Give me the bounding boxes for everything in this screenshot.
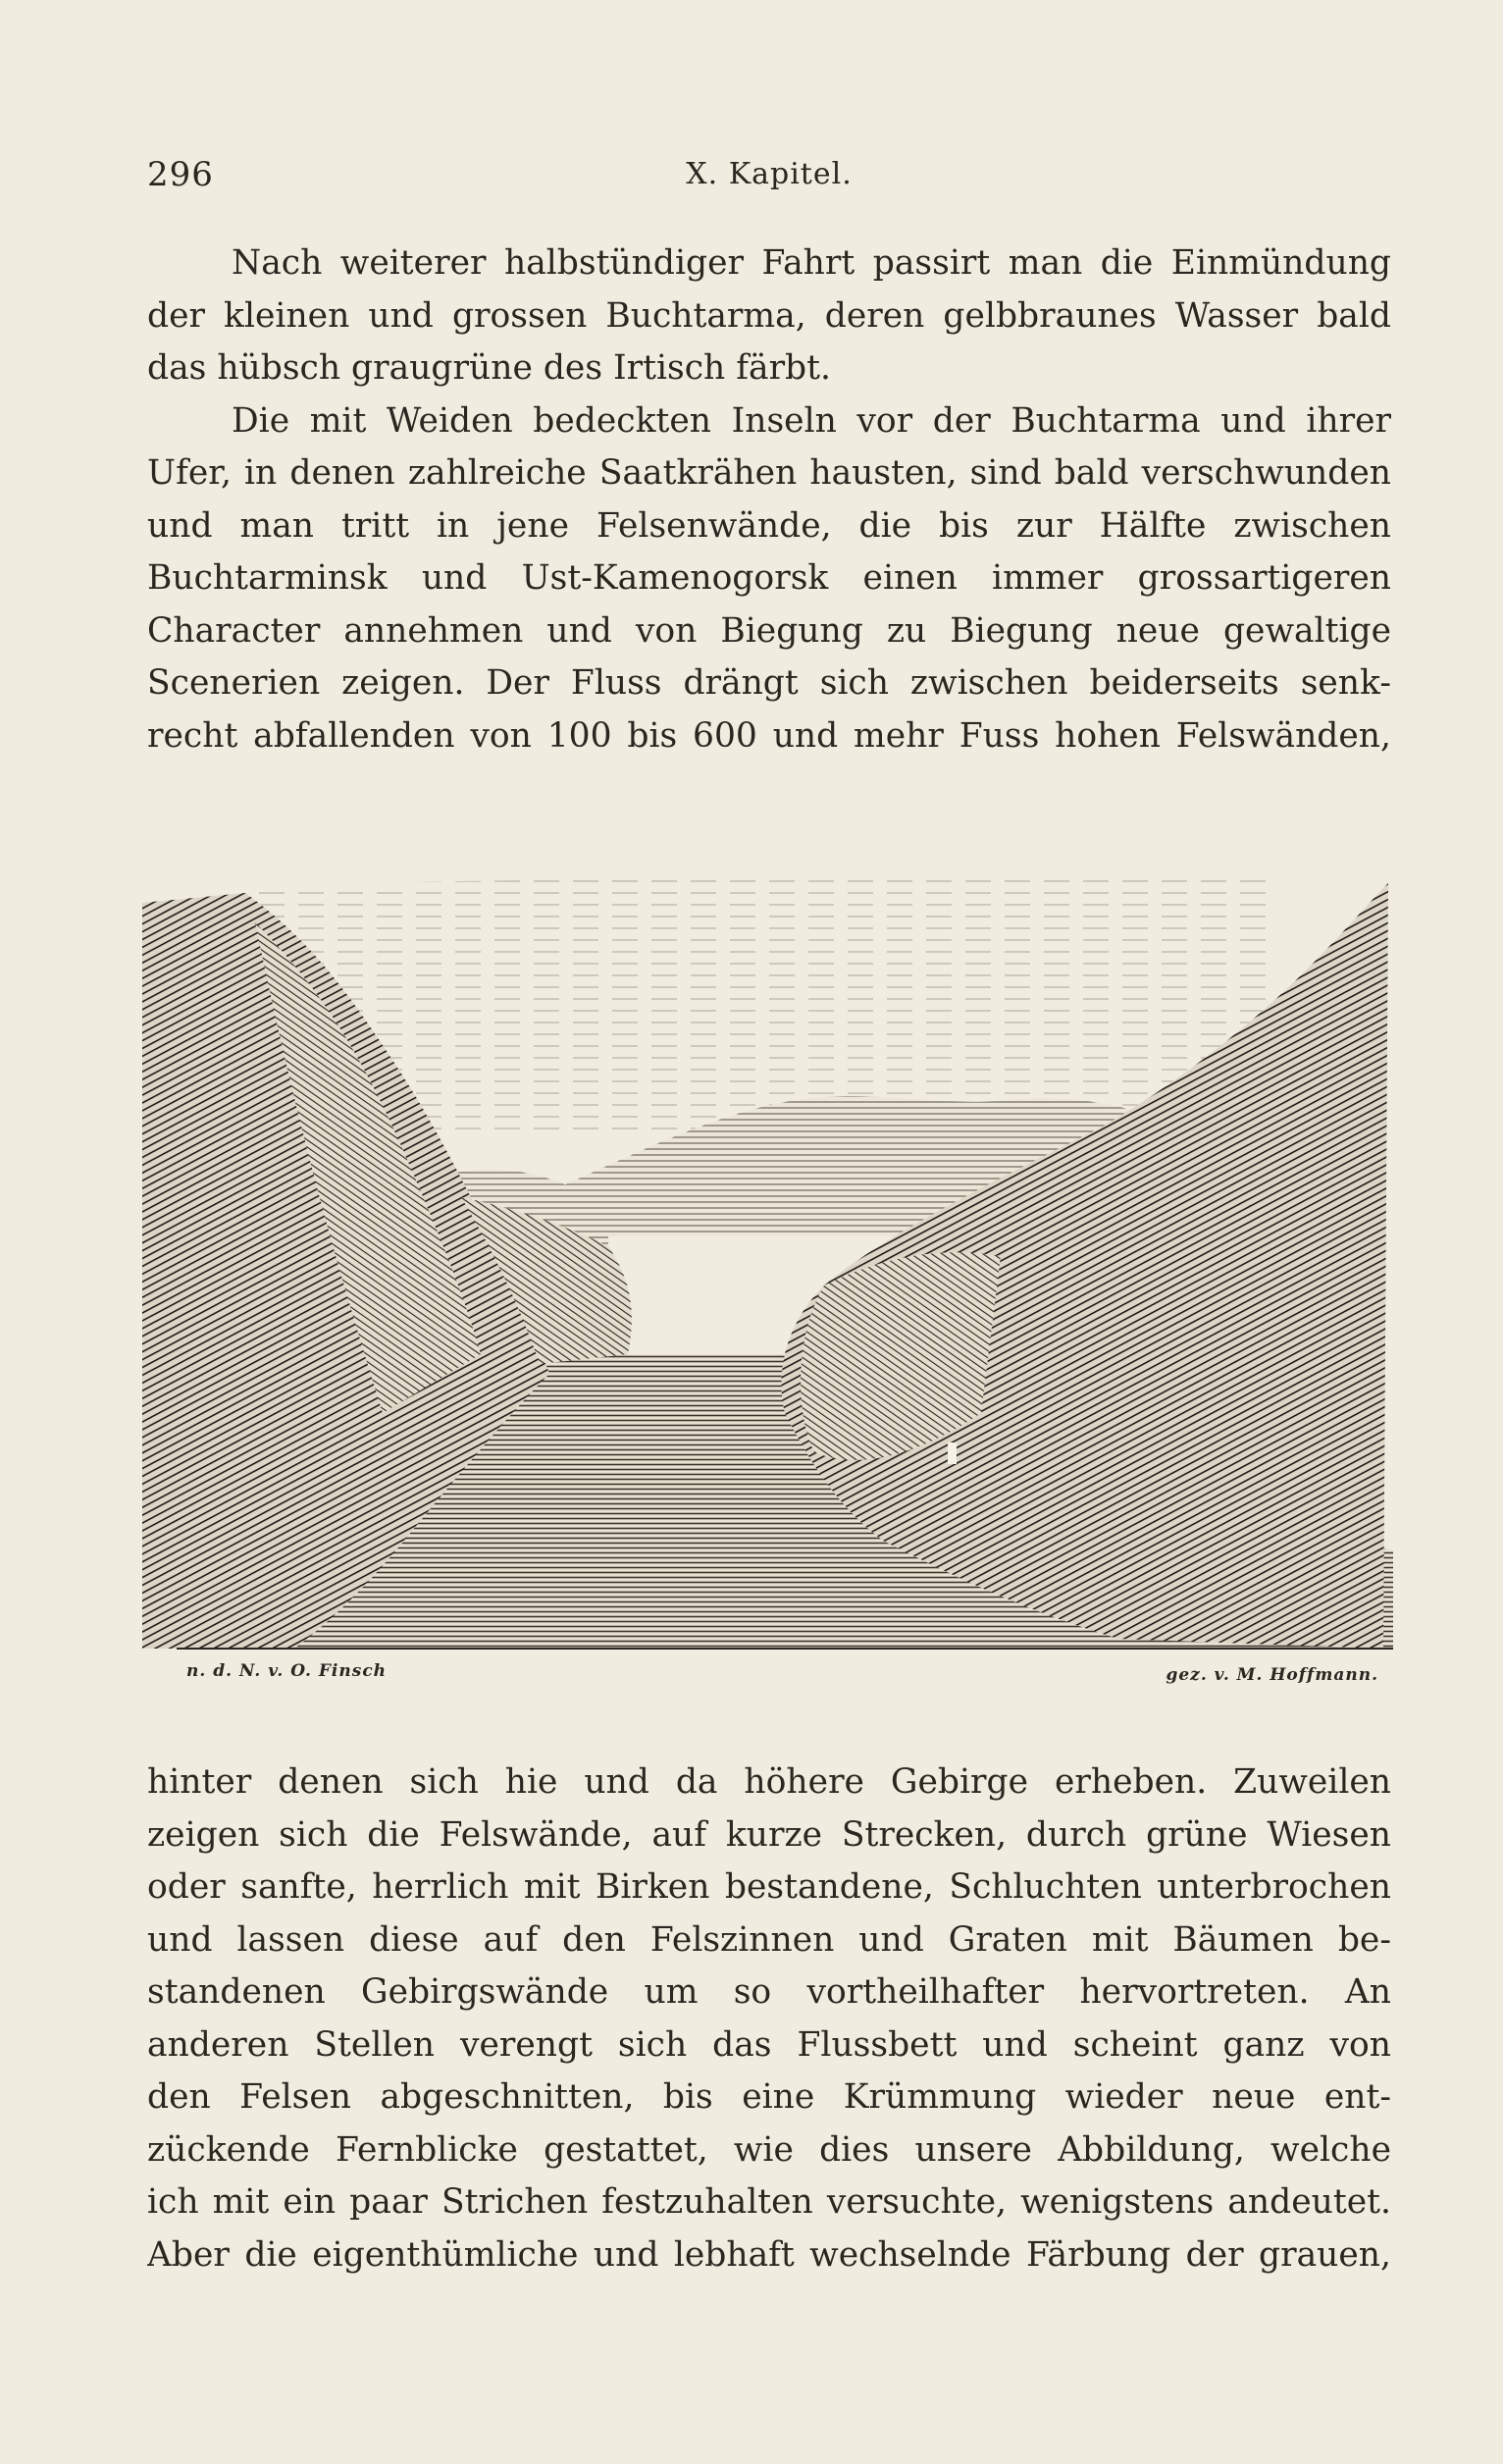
- paragraph: [147, 395, 1391, 763]
- text-line: standenen Gebirgswände um so vortheilhafter hervortreten. An: [147, 1972, 1391, 2012]
- text-line: der kleinen und grossen Buchtarma, deren gelbbraunes Wasser bald: [147, 295, 1391, 336]
- text-line: Scenerien zeigen. Der Fluss drängt sich zwischen beiderseits senk-: [147, 663, 1391, 703]
- river-gorge-illustration: [137, 864, 1398, 1693]
- text-line: Die mit Weiden bedeckten Inseln vor der Buchtarma und ihrer: [232, 400, 1391, 441]
- text-block-bottom: [147, 1756, 1391, 2281]
- paragraph: [147, 237, 1391, 395]
- text-line: zeigen sich die Felswände, auf kurze Strecken, durch grüne Wiesen: [147, 1814, 1391, 1855]
- page-header: [147, 155, 1391, 200]
- page-number: 296: [147, 155, 214, 194]
- text-line: anderen Stellen verengt sich das Flussbett und scheint ganz von: [147, 2024, 1391, 2065]
- text-line: zückende Fernblicke gestattet, wie dies unsere Abbildung, welche: [147, 2129, 1391, 2170]
- text-line: Ufer, in denen zahlreiche Saatkrähen hausten, sind bald verschwunden: [147, 453, 1391, 493]
- text-line: ich mit ein paar Strichen festzuhalten versuchte, wenigstens andeutet.: [147, 2182, 1391, 2222]
- text-line: Aber die eigenthümliche und lebhaft wechselnde Färbung der grauen,: [147, 2234, 1391, 2275]
- text-line: recht abfallenden von 100 bis 600 und mehr Fuss hohen Felswänden,: [147, 715, 1391, 756]
- engraving-figure: [137, 864, 1398, 1693]
- figure-credit-left: n. d. N. v. O. Finsch: [186, 1661, 388, 1681]
- text-line: Nach weiterer halbstündiger Fahrt passirt man die Einmündung: [232, 243, 1391, 283]
- text-line: und man tritt in jene Felsenwände, die bis zur Hälfte zwischen: [147, 505, 1391, 546]
- figure-credit-right: gez. v. M. Hoffmann.: [1166, 1665, 1378, 1685]
- text-line: und lassen diese auf den Felszinnen und Graten mit Bäumen be-: [147, 1919, 1391, 1960]
- running-head: X. Kapitel.: [686, 157, 853, 191]
- text-line: hinter denen sich hie und da höhere Gebirge erheben. Zuweilen: [147, 1762, 1391, 1802]
- paragraph: [147, 1756, 1391, 2281]
- text-line: Character annehmen und von Biegung zu Biegung neue gewaltige: [147, 610, 1391, 651]
- text-line: den Felsen abgeschnitten, bis eine Krümmung wieder neue ent-: [147, 2077, 1391, 2117]
- text-line: oder sanfte, herrlich mit Birken bestandene, Schluchten unterbrochen: [147, 1867, 1391, 1907]
- text-line: das hübsch graugrüne des Irtisch färbt.: [147, 348, 831, 388]
- text-block-top: [147, 237, 1391, 762]
- text-line: Buchtarminsk und Ust-Kamenogorsk einen immer grossartigeren: [147, 558, 1391, 598]
